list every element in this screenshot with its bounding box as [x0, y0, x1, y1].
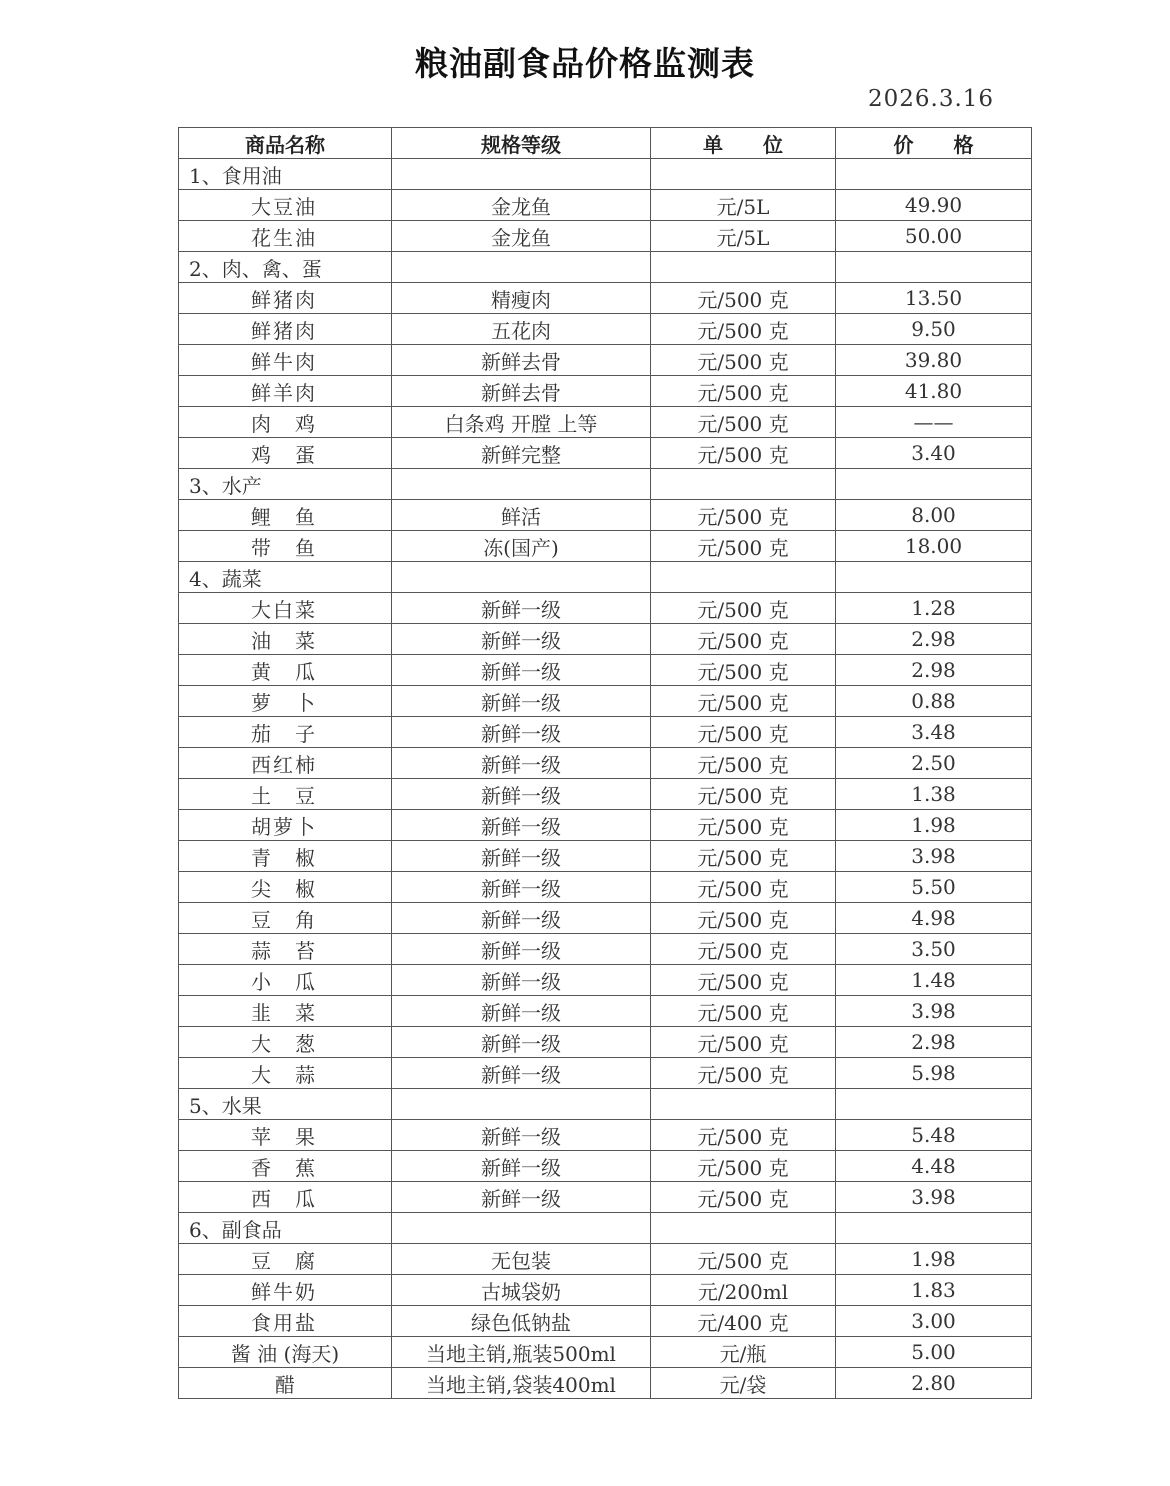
item-price: 50.00 [836, 221, 1032, 252]
item-price: 3.98 [836, 1182, 1032, 1213]
item-unit: 元/500 克 [651, 593, 836, 624]
category-label: 1、食用油 [179, 159, 392, 190]
item-unit: 元/500 克 [651, 717, 836, 748]
document-title: 粮油副食品价格监测表 [415, 44, 755, 83]
item-name: 苹 果 [179, 1120, 392, 1151]
item-unit: 元/500 克 [651, 934, 836, 965]
table-row [179, 934, 1032, 965]
item-spec: 新鲜一级 [392, 810, 651, 841]
empty-cell [392, 159, 651, 190]
table-row [179, 314, 1032, 345]
item-unit: 元/500 克 [651, 903, 836, 934]
category-label: 6、副食品 [179, 1213, 392, 1244]
item-price: —— [836, 407, 1032, 438]
item-spec: 新鲜一级 [392, 903, 651, 934]
item-spec: 新鲜一级 [392, 934, 651, 965]
item-price: 4.98 [836, 903, 1032, 934]
item-unit: 元/500 克 [651, 1244, 836, 1275]
item-name: 鲜猪肉 [179, 314, 392, 345]
item-spec: 当地主销,瓶装500ml [392, 1337, 651, 1368]
table-row [179, 717, 1032, 748]
table-row [179, 531, 1032, 562]
item-name: 土 豆 [179, 779, 392, 810]
item-price: 0.88 [836, 686, 1032, 717]
item-unit: 元/400 克 [651, 1306, 836, 1337]
item-unit: 元/500 克 [651, 748, 836, 779]
item-price: 41.80 [836, 376, 1032, 407]
item-unit: 元/500 克 [651, 841, 836, 872]
item-name: 食用盐 [179, 1306, 392, 1337]
item-unit: 元/500 克 [651, 407, 836, 438]
empty-cell [836, 562, 1032, 593]
table-row [179, 810, 1032, 841]
table-row [179, 1151, 1032, 1182]
table-row [179, 190, 1032, 221]
item-name: 大白菜 [179, 593, 392, 624]
item-spec: 新鲜完整 [392, 438, 651, 469]
item-spec: 鲜活 [392, 500, 651, 531]
item-unit: 元/500 克 [651, 1027, 836, 1058]
item-price: 8.00 [836, 500, 1032, 531]
item-unit: 元/200ml [651, 1275, 836, 1306]
table-row [179, 1058, 1032, 1089]
item-name: 花生油 [179, 221, 392, 252]
document-date: 2026.3.16 [868, 86, 995, 112]
item-spec: 新鲜一级 [392, 748, 651, 779]
item-unit: 元/5L [651, 190, 836, 221]
item-spec: 新鲜一级 [392, 1182, 651, 1213]
header-name: 商品名称 [179, 128, 392, 159]
category-row [179, 159, 1032, 190]
empty-cell [392, 1213, 651, 1244]
price-table [178, 127, 1032, 1399]
empty-cell [392, 1089, 651, 1120]
item-price: 5.48 [836, 1120, 1032, 1151]
item-unit: 元/500 克 [651, 1120, 836, 1151]
table-row [179, 1306, 1032, 1337]
item-unit: 元/500 克 [651, 779, 836, 810]
empty-cell [651, 1089, 836, 1120]
item-name: 西红柿 [179, 748, 392, 779]
table-row [179, 345, 1032, 376]
item-unit: 元/500 克 [651, 531, 836, 562]
empty-cell [392, 562, 651, 593]
table-row [179, 965, 1032, 996]
table-row [179, 1182, 1032, 1213]
category-label: 3、水产 [179, 469, 392, 500]
table-row [179, 996, 1032, 1027]
table-row [179, 376, 1032, 407]
item-price: 18.00 [836, 531, 1032, 562]
item-unit: 元/500 克 [651, 655, 836, 686]
table-row [179, 1244, 1032, 1275]
item-unit: 元/500 克 [651, 1182, 836, 1213]
table-row [179, 407, 1032, 438]
item-spec: 金龙鱼 [392, 190, 651, 221]
item-price: 9.50 [836, 314, 1032, 345]
table-row [179, 655, 1032, 686]
item-unit: 元/500 克 [651, 810, 836, 841]
item-name: 茄 子 [179, 717, 392, 748]
item-price: 13.50 [836, 283, 1032, 314]
item-price: 3.98 [836, 841, 1032, 872]
category-row [179, 1213, 1032, 1244]
item-name: 肉 鸡 [179, 407, 392, 438]
item-spec: 当地主销,袋装400ml [392, 1368, 651, 1399]
table-row [179, 221, 1032, 252]
table-body [179, 159, 1032, 1399]
empty-cell [651, 1213, 836, 1244]
item-price: 3.98 [836, 996, 1032, 1027]
item-price: 2.98 [836, 655, 1032, 686]
item-spec: 新鲜一级 [392, 686, 651, 717]
empty-cell [836, 159, 1032, 190]
item-unit: 元/500 克 [651, 438, 836, 469]
item-name: 豆 腐 [179, 1244, 392, 1275]
item-name: 香 蕉 [179, 1151, 392, 1182]
table-row [179, 500, 1032, 531]
item-unit: 元/500 克 [651, 345, 836, 376]
category-row [179, 252, 1032, 283]
empty-cell [836, 1213, 1032, 1244]
item-unit: 元/500 克 [651, 965, 836, 996]
item-unit: 元/500 克 [651, 872, 836, 903]
item-price: 1.28 [836, 593, 1032, 624]
empty-cell [836, 252, 1032, 283]
item-spec: 新鲜一级 [392, 996, 651, 1027]
category-row [179, 469, 1032, 500]
item-price: 2.98 [836, 624, 1032, 655]
item-price: 1.38 [836, 779, 1032, 810]
item-name: 大 蒜 [179, 1058, 392, 1089]
item-spec: 古城袋奶 [392, 1275, 651, 1306]
table-row [179, 1337, 1032, 1368]
item-price: 1.98 [836, 1244, 1032, 1275]
empty-cell [651, 159, 836, 190]
item-name: 萝 卜 [179, 686, 392, 717]
item-unit: 元/500 克 [651, 624, 836, 655]
item-name: 鲜牛肉 [179, 345, 392, 376]
item-spec: 新鲜一级 [392, 1058, 651, 1089]
item-price: 5.00 [836, 1337, 1032, 1368]
category-label: 2、肉、禽、蛋 [179, 252, 392, 283]
item-price: 3.00 [836, 1306, 1032, 1337]
item-name: 胡萝卜 [179, 810, 392, 841]
item-name: 油 菜 [179, 624, 392, 655]
item-name: 鲜羊肉 [179, 376, 392, 407]
item-spec: 金龙鱼 [392, 221, 651, 252]
empty-cell [836, 469, 1032, 500]
item-name: 西 瓜 [179, 1182, 392, 1213]
item-unit: 元/500 克 [651, 686, 836, 717]
item-name: 大 葱 [179, 1027, 392, 1058]
table-row [179, 903, 1032, 934]
item-name: 鲜牛奶 [179, 1275, 392, 1306]
item-unit: 元/500 克 [651, 1151, 836, 1182]
category-label: 5、水果 [179, 1089, 392, 1120]
item-unit: 元/500 克 [651, 376, 836, 407]
item-name: 鲤 鱼 [179, 500, 392, 531]
item-spec: 新鲜一级 [392, 655, 651, 686]
header-price: 价 格 [836, 128, 1032, 159]
item-spec: 新鲜一级 [392, 593, 651, 624]
header-unit: 单 位 [651, 128, 836, 159]
item-name: 豆 角 [179, 903, 392, 934]
item-spec: 新鲜一级 [392, 965, 651, 996]
item-price: 2.98 [836, 1027, 1032, 1058]
item-name: 酱 油 (海天) [179, 1337, 392, 1368]
item-price: 4.48 [836, 1151, 1032, 1182]
empty-cell [651, 252, 836, 283]
item-price: 3.50 [836, 934, 1032, 965]
item-spec: 绿色低钠盐 [392, 1306, 651, 1337]
table-row [179, 283, 1032, 314]
item-spec: 新鲜一级 [392, 1120, 651, 1151]
item-spec: 新鲜一级 [392, 841, 651, 872]
item-unit: 元/500 克 [651, 1058, 836, 1089]
table-row [179, 748, 1032, 779]
item-spec: 五花肉 [392, 314, 651, 345]
item-unit: 元/袋 [651, 1368, 836, 1399]
item-price: 5.50 [836, 872, 1032, 903]
item-price: 3.40 [836, 438, 1032, 469]
category-row [179, 1089, 1032, 1120]
category-row [179, 562, 1032, 593]
item-spec: 新鲜去骨 [392, 376, 651, 407]
item-price: 49.90 [836, 190, 1032, 221]
item-price: 1.98 [836, 810, 1032, 841]
item-spec: 精瘦肉 [392, 283, 651, 314]
empty-cell [651, 469, 836, 500]
item-spec: 白条鸡 开膛 上等 [392, 407, 651, 438]
item-price: 1.48 [836, 965, 1032, 996]
table-row [179, 779, 1032, 810]
table-row [179, 1275, 1032, 1306]
item-name: 蒜 苔 [179, 934, 392, 965]
item-unit: 元/500 克 [651, 996, 836, 1027]
table-row [179, 593, 1032, 624]
category-label: 4、蔬菜 [179, 562, 392, 593]
table-row [179, 872, 1032, 903]
item-price: 1.83 [836, 1275, 1032, 1306]
item-spec: 新鲜一级 [392, 1151, 651, 1182]
item-price: 2.80 [836, 1368, 1032, 1399]
header-spec: 规格等级 [392, 128, 651, 159]
item-unit: 元/瓶 [651, 1337, 836, 1368]
item-price: 39.80 [836, 345, 1032, 376]
table-row [179, 841, 1032, 872]
table-row [179, 624, 1032, 655]
item-name: 醋 [179, 1368, 392, 1399]
item-name: 黄 瓜 [179, 655, 392, 686]
header-row [179, 128, 1032, 159]
item-unit: 元/500 克 [651, 314, 836, 345]
item-name: 韭 菜 [179, 996, 392, 1027]
item-name: 大豆油 [179, 190, 392, 221]
item-price: 5.98 [836, 1058, 1032, 1089]
item-spec: 无包装 [392, 1244, 651, 1275]
empty-cell [651, 562, 836, 593]
table-row [179, 1027, 1032, 1058]
table-row [179, 1120, 1032, 1151]
item-spec: 新鲜去骨 [392, 345, 651, 376]
item-name: 青 椒 [179, 841, 392, 872]
item-name: 带 鱼 [179, 531, 392, 562]
item-name: 尖 椒 [179, 872, 392, 903]
item-spec: 冻(国产) [392, 531, 651, 562]
item-name: 鲜猪肉 [179, 283, 392, 314]
item-name: 鸡 蛋 [179, 438, 392, 469]
table-row [179, 1368, 1032, 1399]
item-price: 3.48 [836, 717, 1032, 748]
item-spec: 新鲜一级 [392, 872, 651, 903]
item-unit: 元/500 克 [651, 500, 836, 531]
item-unit: 元/5L [651, 221, 836, 252]
table-row [179, 438, 1032, 469]
item-spec: 新鲜一级 [392, 624, 651, 655]
item-unit: 元/500 克 [651, 283, 836, 314]
item-spec: 新鲜一级 [392, 1027, 651, 1058]
empty-cell [836, 1089, 1032, 1120]
item-spec: 新鲜一级 [392, 717, 651, 748]
empty-cell [392, 252, 651, 283]
table-row [179, 686, 1032, 717]
item-spec: 新鲜一级 [392, 779, 651, 810]
empty-cell [392, 469, 651, 500]
item-price: 2.50 [836, 748, 1032, 779]
item-name: 小 瓜 [179, 965, 392, 996]
